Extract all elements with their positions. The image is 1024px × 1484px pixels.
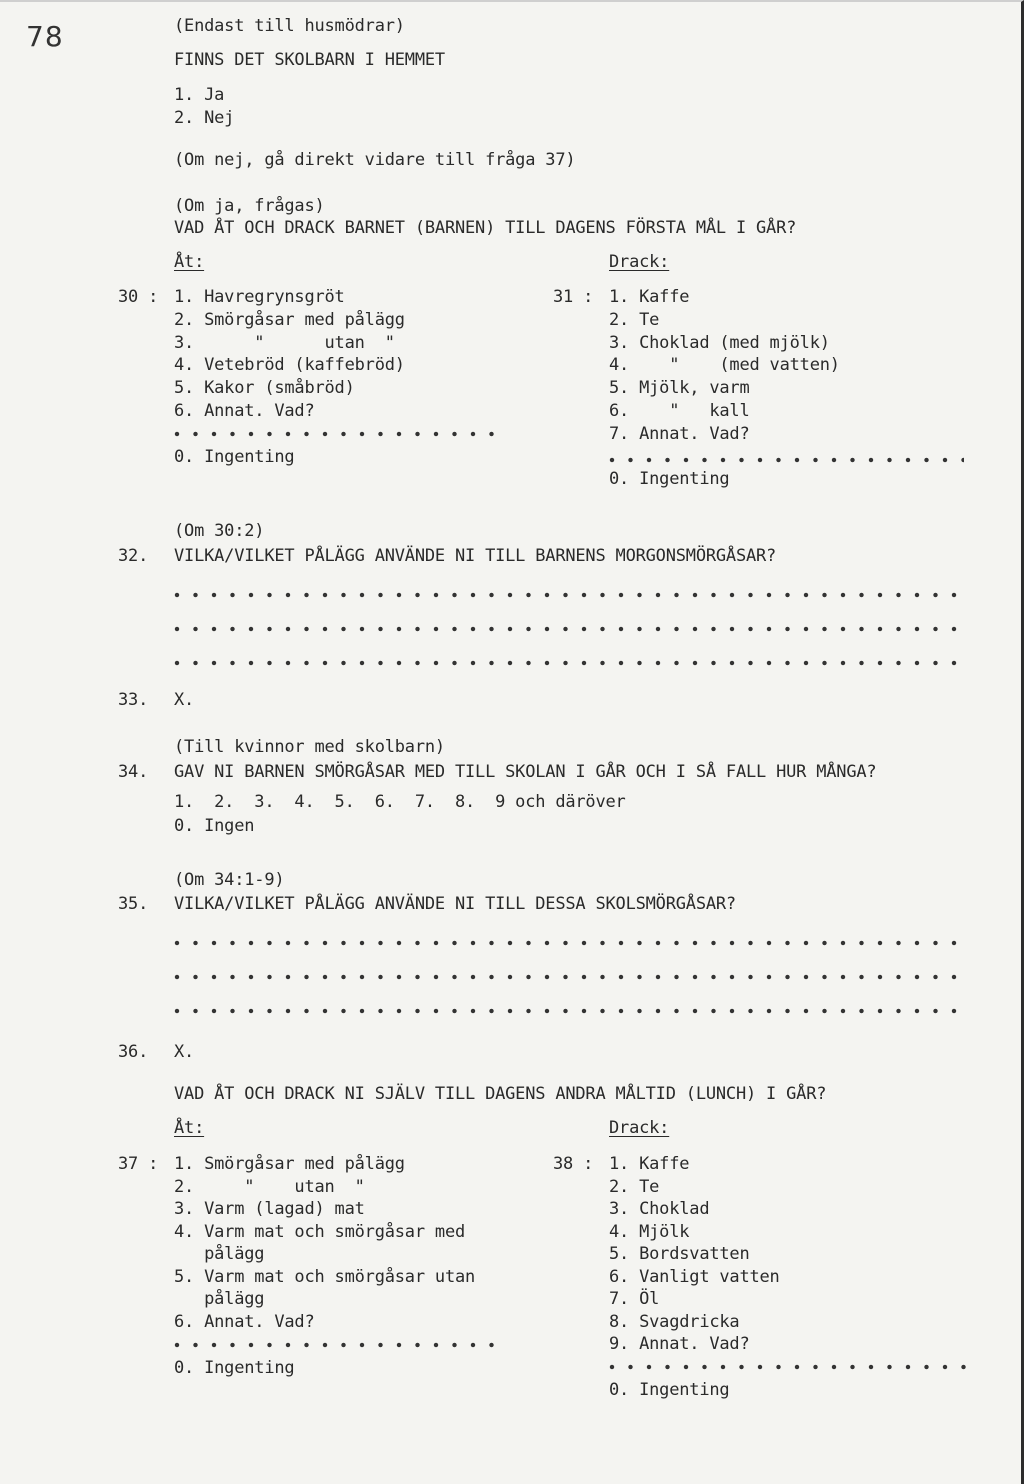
q37-item: pålägg <box>174 1244 265 1264</box>
q38-item: 5. Bordsvatten <box>609 1244 750 1264</box>
q30-header: Åt: <box>174 252 205 272</box>
q37-item: 6. Annat. Vad? <box>174 1312 315 1332</box>
q30-item: 1. Havregrynsgröt <box>174 287 345 307</box>
q31-item: 2. Te <box>609 310 660 330</box>
q32-question: VILKA/VILKET PÅLÄGG ANVÄNDE NI TILL BARNENS MORGONSMÖRGÅSAR? <box>174 546 777 566</box>
q37-header: Åt: <box>174 1118 205 1138</box>
q33-number: 33. <box>118 690 149 710</box>
q34-question: GAV NI BARNEN SMÖRGÅSAR MED TILL SKOLAN I GÅR OCH I SÅ FALL HUR MÅNGA? <box>174 762 877 782</box>
q38-item: 1. Kaffe <box>609 1154 690 1174</box>
q37-item: 5. Varm mat och smörgåsar utan <box>174 1267 476 1287</box>
q37-number: 37 : <box>118 1154 159 1174</box>
answer-dots <box>174 431 504 437</box>
answer-dots <box>174 1008 966 1014</box>
intro-if-yes: (Om ja, frågas) <box>174 196 325 216</box>
q30-item: 6. Annat. Vad? <box>174 401 315 421</box>
intro-option-yes: 1. Ja <box>174 85 225 105</box>
q34-options: 1. 2. 3. 4. 5. 6. 7. 8. 9 och däröver <box>174 792 626 812</box>
answer-dots <box>609 1364 969 1370</box>
q31-item: 6. " kall <box>609 401 750 421</box>
q37-item: pålägg <box>174 1289 265 1309</box>
q38-number: 38 : <box>553 1154 594 1174</box>
q30-item: 2. Smörgåsar med pålägg <box>174 310 405 330</box>
q38-header: Drack: <box>609 1118 670 1138</box>
q37-item: 2. " utan " <box>174 1177 365 1197</box>
q38-item: 6. Vanligt vatten <box>609 1267 780 1287</box>
answer-dots <box>174 660 966 666</box>
q31-item: 5. Mjölk, varm <box>609 378 750 398</box>
q38-item: 8. Svagdricka <box>609 1312 740 1332</box>
q37-item: 1. Smörgåsar med pålägg <box>174 1154 405 1174</box>
q38-item: 4. Mjölk <box>609 1222 690 1242</box>
answer-dots <box>174 940 966 946</box>
answer-dots <box>609 457 964 463</box>
q35-number: 35. <box>118 894 149 914</box>
q31-item: 1. Kaffe <box>609 287 690 307</box>
q30-item: 0. Ingenting <box>174 447 295 467</box>
q37-item: 0. Ingenting <box>174 1358 295 1378</box>
q34-condition: (Till kvinnor med skolbarn) <box>174 737 445 757</box>
q36-text: X. <box>174 1042 195 1062</box>
q37-item: 3. Varm (lagad) mat <box>174 1199 365 1219</box>
q38-item: 9. Annat. Vad? <box>609 1334 750 1354</box>
q38-item: 0. Ingenting <box>609 1380 730 1400</box>
q31-header: Drack: <box>609 252 670 272</box>
intro-skip-note: (Om nej, gå direkt vidare till fråga 37) <box>174 150 576 170</box>
lunch-question: VAD ÅT OCH DRACK NI SJÄLV TILL DAGENS ANDRA MÅLTID (LUNCH) I GÅR? <box>174 1084 827 1104</box>
q31-item: 7. Annat. Vad? <box>609 424 750 444</box>
q36-number: 36. <box>118 1042 149 1062</box>
q35-question: VILKA/VILKET PÅLÄGG ANVÄNDE NI TILL DESSA SKOLSMÖRGÅSAR? <box>174 894 736 914</box>
q30-item: 3. " utan " <box>174 333 395 353</box>
answer-dots <box>174 974 966 980</box>
q34-number: 34. <box>118 762 149 782</box>
q31-number: 31 : <box>553 287 594 307</box>
q37-item: 4. Varm mat och smörgåsar med <box>174 1222 466 1242</box>
answer-dots <box>174 592 966 598</box>
page-number: 78 <box>26 20 64 53</box>
intro-option-no: 2. Nej <box>174 108 235 128</box>
q31-item: 3. Choklad (med mjölk) <box>609 333 830 353</box>
intro-note: (Endast till husmödrar) <box>174 16 405 36</box>
q30-item: 4. Vetebröd (kaffebröd) <box>174 355 405 375</box>
q35-condition: (Om 34:1-9) <box>174 870 285 890</box>
q38-item: 3. Choklad <box>609 1199 710 1219</box>
q30-number: 30 : <box>118 287 159 307</box>
q32-number: 32. <box>118 546 149 566</box>
q38-item: 7. Öl <box>609 1289 660 1309</box>
intro-question: VAD ÅT OCH DRACK BARNET (BARNEN) TILL DAGENS FÖRSTA MÅL I GÅR? <box>174 218 797 238</box>
q31-item: 4. " (med vatten) <box>609 355 840 375</box>
intro-heading: FINNS DET SKOLBARN I HEMMET <box>174 50 445 70</box>
q31-item: 0. Ingenting <box>609 469 730 489</box>
q33-text: X. <box>174 690 195 710</box>
answer-dots <box>174 1342 499 1348</box>
q32-condition: (Om 30:2) <box>174 521 265 541</box>
answer-dots <box>174 626 966 632</box>
q34-none: 0. Ingen <box>174 816 255 836</box>
q30-item: 5. Kakor (småbröd) <box>174 378 355 398</box>
q38-item: 2. Te <box>609 1177 660 1197</box>
